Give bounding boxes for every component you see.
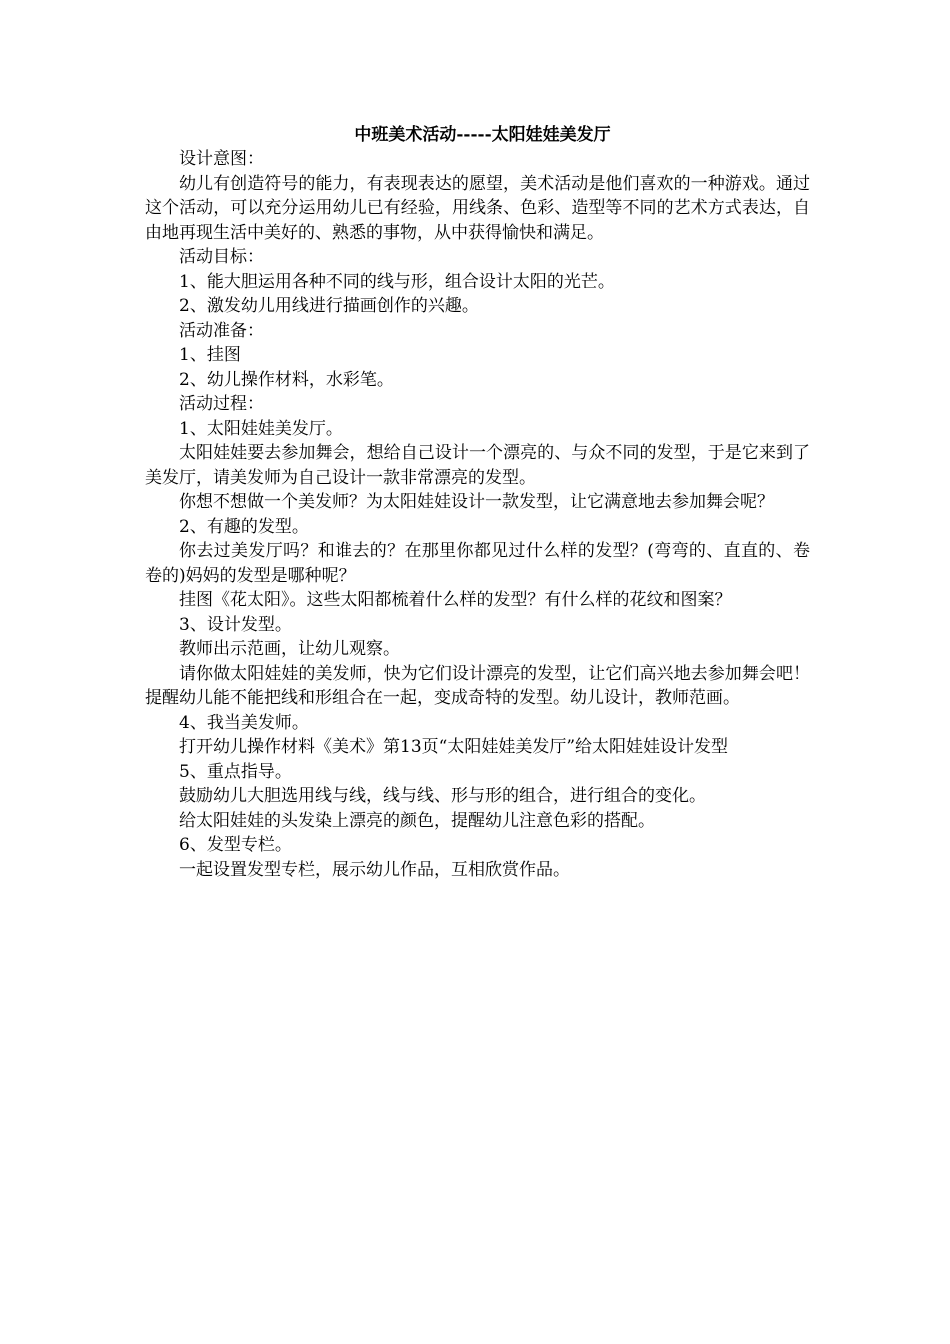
process-step-5-paragraph: 鼓励幼儿大胆选用线与线，线与线、形与形的组合，进行组合的变化。 — [179, 786, 706, 806]
section-heading-design-intent: 设计意图： — [179, 149, 264, 169]
process-step-2-heading: 2、有趣的发型。 — [179, 516, 309, 537]
process-step-1-paragraph: 太阳娃娃要去参加舞会，想给自己设计一个漂亮的、与众不同的发型，于是它来到了美发厅，请美发师为自己设计一款非常漂亮的发型。 — [145, 443, 810, 488]
section-heading-process: 活动过程： — [179, 394, 264, 414]
process-step-4-heading: 4、我当美发师。 — [179, 712, 309, 733]
process-step-6-paragraph: 一起设置发型专栏，展示幼儿作品，互相欣赏作品。 — [179, 859, 570, 880]
process-step-1-heading: 1、太阳娃娃美发厅。 — [179, 418, 343, 439]
section-heading-preparation: 活动准备： — [179, 320, 264, 341]
goal-item-1: 1、能大胆运用各种不同的线与形，组合设计太阳的光芒。 — [179, 271, 615, 292]
process-step-2-paragraph: 你去过美发厅吗？和谁去的？在那里你都见过什么样的发型？(弯弯的、直直的、卷卷的)妈妈的发型是哪种呢？ — [145, 541, 810, 586]
preparation-item-2: 2、幼儿操作材料，水彩笔。 — [179, 369, 394, 390]
process-step-6-heading: 6、发型专栏。 — [179, 835, 292, 855]
process-step-2-chart-paragraph: 挂图《花太阳》。这些太阳都梳着什么样的发型？有什么样的花纹和图案？ — [179, 590, 732, 610]
process-step-1-question: 你想不想做一个美发师？为太阳娃娃设计一款发型，让它满意地去参加舞会呢？ — [179, 492, 774, 512]
process-step-5-color-paragraph: 给太阳娃娃的头发染上漂亮的颜色，提醒幼儿注意色彩的搭配。 — [179, 810, 655, 831]
section-heading-goals: 活动目标： — [179, 247, 264, 267]
process-step-3-paragraph: 教师出示范画，让幼儿观察。 — [179, 639, 400, 659]
preparation-item-1: 1、挂图 — [179, 345, 241, 365]
goal-item-2: 2、激发幼儿用线进行描画创作的兴趣。 — [179, 296, 479, 316]
process-step-4-paragraph: 打开幼儿操作材料《美术》第13页“太阳娃娃美发厅”给太阳娃娃设计发型 — [179, 737, 729, 757]
process-step-3-heading: 3、设计发型。 — [179, 614, 292, 635]
document-body — [145, 123, 810, 882]
process-step-5-heading: 5、重点指导。 — [179, 761, 292, 782]
document-title: 中班美术活动-----太阳娃娃美发厅 — [354, 125, 611, 145]
process-step-3-detail: 请你做太阳娃娃的美发师，快为它们设计漂亮的发型，让它们高兴地去参加舞会吧！提醒幼儿能不能把线和形组合在一起，变成奇特的发型。幼儿设计，教师范画。 — [145, 663, 810, 708]
paragraph-design-intent: 幼儿有创造符号的能力，有表现表达的愿望，美术活动是他们喜欢的一种游戏。通过这个活动，可以充分运用幼儿已有经验，用线条、色彩、造型等不同的艺术方式表达，自由地再现生活中美好的、熟悉的事物，从中获得愉快和满足。 — [145, 173, 810, 243]
